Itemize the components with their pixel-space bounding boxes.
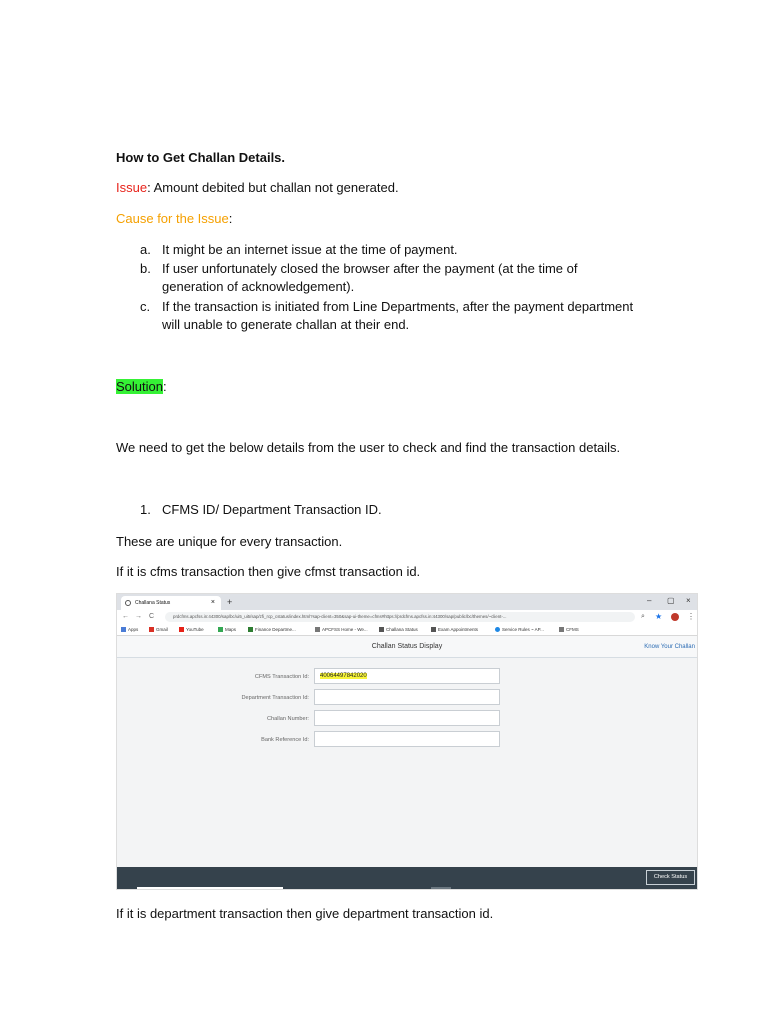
bookmark-label: APCFSS Home - We... — [322, 627, 368, 632]
cfms-transaction-id-input[interactable] — [314, 668, 500, 684]
youtube-icon — [179, 627, 184, 632]
know-your-challan-link[interactable]: Know Your Challan — [644, 644, 695, 650]
new-tab-button[interactable]: + — [227, 597, 233, 607]
bookmarks-bar — [117, 624, 697, 636]
check-status-button[interactable]: Check Status — [646, 870, 695, 885]
minimize-icon[interactable]: – — [647, 596, 652, 605]
bookmark-item[interactable] — [315, 624, 368, 636]
browser-tab-bar — [117, 594, 697, 610]
globe-icon — [125, 600, 131, 606]
bookmark-label: Maps — [225, 627, 237, 632]
unique-text: These are unique for every transaction. — [116, 534, 343, 549]
dept-text: If it is department transaction then give department transaction id. — [116, 906, 494, 921]
menu-kebab-icon[interactable]: ⋮ — [687, 612, 695, 621]
bookmark-label: CFMS — [566, 627, 579, 632]
doc-heading: How to Get Challan Details. — [116, 150, 286, 165]
step-item — [140, 501, 540, 519]
footer-divider — [431, 887, 451, 889]
need-text: We need to get the below details from the user to check and find the transaction details. — [116, 440, 621, 455]
bookmark-label: Finance Departme... — [255, 627, 296, 632]
bookmark-label: Challana Status — [386, 627, 418, 632]
bookmark-item[interactable] — [495, 624, 544, 636]
app-footer — [117, 867, 697, 889]
bookmark-item[interactable] — [559, 624, 579, 636]
avatar[interactable] — [671, 613, 679, 621]
cause-item — [140, 241, 660, 259]
department-transaction-id-input[interactable] — [314, 689, 500, 705]
apps-icon — [121, 627, 126, 632]
app-title: Challan Status Display — [371, 643, 443, 650]
list-text: It might be an internet issue at the time of payment. — [162, 242, 458, 257]
bookmark-item[interactable] — [248, 624, 296, 636]
tab-title: Challana Status — [135, 600, 171, 606]
search-icon[interactable]: ⌕ — [641, 613, 645, 620]
page-icon — [559, 627, 564, 632]
embedded-screenshot — [116, 593, 698, 890]
cause-line — [116, 211, 232, 227]
bookmark-item[interactable] — [431, 624, 478, 636]
bank-reference-id-input[interactable] — [314, 731, 500, 747]
cause-item — [140, 298, 660, 334]
issue-text: : Amount debited but challan not generated. — [147, 180, 399, 195]
page-icon — [315, 627, 320, 632]
page-icon — [495, 627, 500, 632]
solution-colon: : — [162, 379, 167, 394]
cause-colon: : — [228, 211, 233, 226]
issue-label: Issue — [116, 180, 148, 195]
reload-icon[interactable]: C — [149, 613, 155, 620]
gmail-icon — [149, 627, 154, 632]
globe-icon — [431, 627, 436, 632]
bookmark-item[interactable] — [121, 624, 138, 636]
solution-line — [116, 379, 167, 395]
bookmark-label: Apps — [128, 627, 139, 632]
address-bar-row — [117, 610, 697, 624]
cause-label: Cause for the Issue — [116, 211, 229, 226]
bookmark-item[interactable] — [218, 624, 236, 636]
bookmark-item[interactable] — [179, 624, 204, 636]
list-text: If the transaction is initiated from Line Departments, after the payment department will unable to generate challan at their end. — [162, 299, 634, 332]
tab-close-icon[interactable]: × — [210, 599, 215, 606]
list-marker: b. — [140, 261, 151, 276]
page-icon — [248, 627, 253, 632]
cfms-text: If it is cfms transaction then give cfmst transaction id. — [116, 564, 421, 579]
list-text: CFMS ID/ Department Transaction ID. — [162, 502, 382, 517]
bookmark-label: Service Rules ~ AP... — [502, 627, 544, 632]
issue-line — [116, 180, 399, 196]
globe-icon — [379, 627, 384, 632]
maps-icon — [218, 627, 223, 632]
list-marker: 1. — [140, 502, 151, 517]
forward-icon[interactable]: → — [135, 613, 142, 620]
footer-divider — [137, 887, 283, 889]
bookmark-item[interactable] — [379, 624, 418, 636]
app-header — [117, 636, 697, 658]
maximize-icon[interactable]: ▢ — [667, 596, 675, 605]
browser-tab[interactable] — [121, 596, 221, 610]
cfms-transaction-id-label: CFMS Transaction Id: — [254, 674, 309, 680]
list-marker: a. — [140, 242, 151, 257]
back-icon[interactable]: ← — [122, 613, 129, 620]
bookmark-label: YouTube — [186, 627, 204, 632]
star-icon[interactable]: ★ — [655, 612, 663, 621]
list-marker: c. — [140, 299, 151, 314]
bookmark-label: Exam Appointments — [438, 627, 479, 632]
bank-reference-id-label: Bank Reference Id: — [261, 737, 309, 743]
department-transaction-id-label: Department Transaction Id: — [241, 695, 309, 701]
challan-number-label: Challan Number: — [267, 716, 309, 722]
input-value: 40064497842020 — [320, 673, 367, 679]
url-field[interactable]: prdcfms.apcfss.in:44300/sap/bc/ui5_ui5/sap/zfi_rcp_cstatus/index.html?sap-client=350&sap-ui-theme=cfms#https://prdcfms.apcfss.in:44300/sap/public/bc/themes/~client-... — [165, 612, 635, 622]
bookmark-label: Gmail — [156, 627, 168, 632]
challan-number-input[interactable] — [314, 710, 500, 726]
bookmark-item[interactable] — [149, 624, 168, 636]
solution-label: Solution — [116, 379, 163, 394]
window-close-icon[interactable]: × — [686, 596, 691, 605]
list-text: If user unfortunately closed the browser after the payment (at the time of generation of acknowledgement). — [162, 261, 578, 294]
cause-item — [140, 260, 660, 296]
